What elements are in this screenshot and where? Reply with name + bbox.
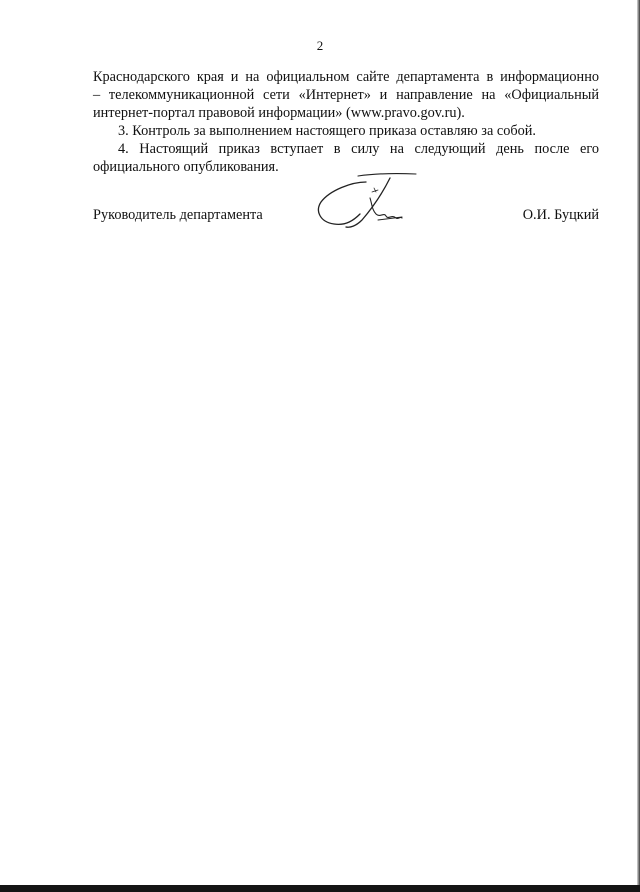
paragraph-line-1: Краснодарского края и на официальном сайте департамента в информационно — [93, 69, 599, 85]
paragraph-line-2: – телекоммуникационной сети «Интернет» и направление на «Официальный — [93, 87, 599, 103]
clause-3-text: 3. Контроль за выполнением настоящего приказа оставляю за собой. — [118, 123, 537, 139]
clause-4-text: 4. Настоящий приказ вступает в силу на следующий день после его — [118, 141, 599, 157]
scan-edge-bottom — [0, 885, 640, 892]
clause-4-text-continued: официального опубликования. — [93, 159, 279, 175]
page-number: 2 — [316, 38, 324, 53]
signer-position: Руководитель департамента — [93, 207, 263, 223]
handwritten-signature — [312, 168, 432, 238]
signer-name: О.И. Буцкий — [522, 207, 599, 223]
paragraph-line-3: интернет-портал правовой информации» (www.pravo.gov.ru). — [93, 105, 465, 121]
